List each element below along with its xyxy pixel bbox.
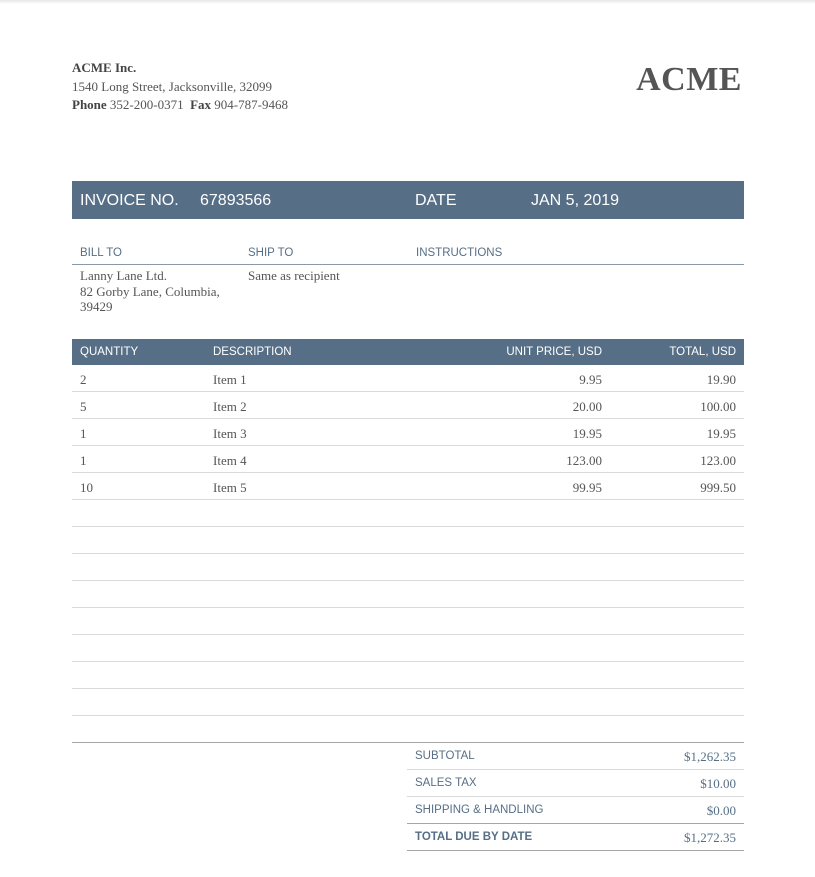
cell-unit-price: 99.95 bbox=[572, 480, 602, 495]
empty-table-row bbox=[72, 527, 744, 554]
table-row bbox=[72, 392, 744, 419]
cell-unit-price: 9.95 bbox=[579, 372, 602, 387]
subtotal-label: SUBTOTAL bbox=[415, 750, 475, 762]
company-address: 1540 Long Street, Jacksonville, 32099 bbox=[72, 78, 273, 94]
sales-tax-label: SALES TAX bbox=[415, 777, 477, 789]
subtotal-row bbox=[407, 743, 744, 770]
ship-to-address: Same as recipient bbox=[248, 268, 340, 283]
bill-to-line: 82 Gorby Lane, Columbia, bbox=[80, 283, 220, 299]
empty-table-row bbox=[72, 716, 744, 743]
fax-label: Fax bbox=[190, 97, 212, 112]
subtotal-value: $1,262.35 bbox=[684, 749, 736, 764]
cell-description: Item 1 bbox=[213, 372, 247, 387]
table-row bbox=[72, 446, 744, 473]
cell-quantity: 1 bbox=[80, 426, 87, 441]
items-table-header bbox=[72, 339, 744, 365]
invoice-header-bar bbox=[72, 181, 744, 219]
sales-tax-row bbox=[407, 770, 744, 797]
items-table-body bbox=[72, 365, 744, 743]
total-due-label: TOTAL DUE BY DATE bbox=[415, 831, 533, 843]
cell-unit-price: 20.00 bbox=[572, 399, 602, 414]
cell-total: 100.00 bbox=[700, 399, 736, 414]
table-row bbox=[72, 473, 744, 500]
empty-table-row bbox=[72, 635, 744, 662]
invoice-number: 67893566 bbox=[200, 192, 272, 209]
bill-to-label: BILL TO bbox=[80, 247, 122, 259]
cell-unit-price: 123.00 bbox=[566, 453, 602, 468]
cell-total: 19.90 bbox=[706, 372, 736, 387]
col-unit-price: UNIT PRICE, USD bbox=[506, 346, 602, 358]
phone-label: Phone bbox=[72, 97, 107, 112]
cell-total: 19.95 bbox=[706, 426, 736, 441]
bill-to-line: Lanny Lane Ltd. bbox=[80, 268, 167, 283]
cell-quantity: 5 bbox=[80, 399, 87, 414]
col-total: TOTAL, USD bbox=[669, 346, 736, 358]
sales-tax-value: $10.00 bbox=[700, 776, 736, 791]
company-logo: ACME bbox=[636, 61, 742, 98]
bill-to-line: 39429 bbox=[80, 299, 113, 314]
bill-to-address bbox=[80, 268, 220, 315]
page-top-shadow bbox=[0, 0, 815, 4]
phone-number: 352-200-0371 bbox=[109, 97, 184, 112]
date-label: DATE bbox=[415, 192, 457, 209]
address-headers bbox=[72, 245, 744, 265]
cell-unit-price: 19.95 bbox=[572, 426, 602, 441]
company-info bbox=[72, 59, 288, 115]
shipping-value: $0.00 bbox=[706, 803, 736, 818]
empty-table-row bbox=[72, 689, 744, 716]
total-due-row bbox=[407, 824, 744, 851]
empty-table-row bbox=[72, 500, 744, 527]
company-name: ACME Inc. bbox=[72, 60, 137, 75]
ship-to-label: SHIP TO bbox=[248, 247, 294, 259]
fax-number: 904-787-9468 bbox=[214, 97, 288, 112]
cell-description: Item 3 bbox=[213, 426, 247, 441]
table-row bbox=[72, 365, 744, 392]
cell-quantity: 2 bbox=[80, 372, 87, 387]
empty-table-row bbox=[72, 608, 744, 635]
instructions-label: INSTRUCTIONS bbox=[416, 247, 503, 259]
company-contact bbox=[72, 96, 288, 115]
cell-total: 999.50 bbox=[700, 480, 736, 495]
cell-quantity: 10 bbox=[80, 480, 93, 495]
empty-table-row bbox=[72, 554, 744, 581]
shipping-row bbox=[407, 797, 744, 824]
invoice-number-label: INVOICE NO. bbox=[80, 192, 179, 209]
totals-block bbox=[407, 743, 744, 851]
cell-quantity: 1 bbox=[80, 453, 87, 468]
cell-total: 123.00 bbox=[700, 453, 736, 468]
cell-description: Item 5 bbox=[213, 480, 247, 495]
shipping-label: SHIPPING & HANDLING bbox=[415, 804, 544, 816]
col-description: DESCRIPTION bbox=[213, 346, 292, 358]
cell-description: Item 4 bbox=[213, 453, 247, 468]
cell-description: Item 2 bbox=[213, 399, 247, 414]
invoice-date: JAN 5, 2019 bbox=[531, 192, 620, 209]
empty-table-row bbox=[72, 581, 744, 608]
total-due-value: $1,272.35 bbox=[684, 830, 736, 845]
col-quantity: QUANTITY bbox=[80, 346, 139, 358]
empty-table-row bbox=[72, 662, 744, 689]
table-row bbox=[72, 419, 744, 446]
